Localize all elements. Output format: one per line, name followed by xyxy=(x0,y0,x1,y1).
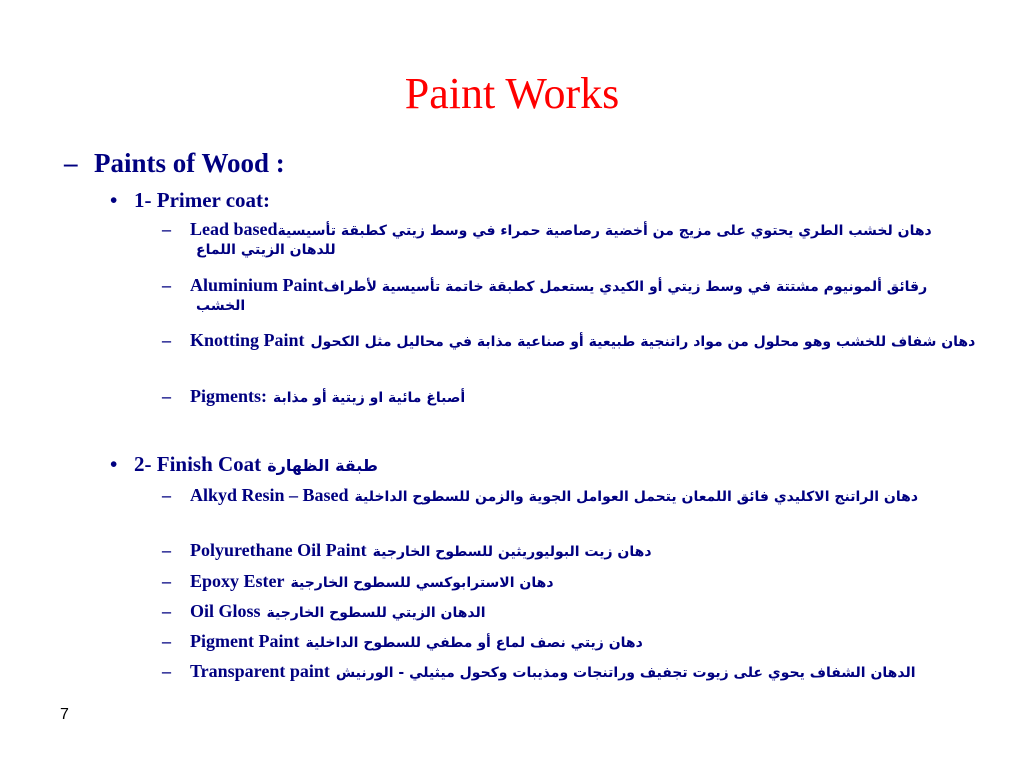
item-label: Epoxy Ester xyxy=(190,571,285,591)
bullet-marker: • xyxy=(110,452,118,476)
list-item-polyurethane-oil-paint xyxy=(162,541,982,560)
bullet-marker: • xyxy=(110,188,118,212)
section-title-arabic: طبقة الظهارة xyxy=(267,456,378,475)
item-label: Pigment Paint xyxy=(190,631,300,651)
section-title: 1- Primer coat: xyxy=(134,188,271,212)
item-label: Knotting Paint xyxy=(190,330,305,350)
item-marker: – xyxy=(162,330,171,350)
item-marker: – xyxy=(162,275,171,295)
item-description: دهان لخشب الطري يحتوي على مزيج من أخضية رصاصية حمراء في وسط زيتي كطبقة تأسيسية للدهان الزيتي اللماع xyxy=(196,223,932,258)
item-description: دهان زيت البوليوريثين للسطوح الخارجية xyxy=(372,544,652,560)
list-item-alkyd-resin xyxy=(162,486,982,505)
item-label: Polyurethane Oil Paint xyxy=(190,540,367,560)
list-item-pigment-paint xyxy=(162,632,982,651)
item-label: Transparent paint xyxy=(190,661,330,681)
item-marker: – xyxy=(162,601,171,621)
item-description: دهان الاسترابوكسي للسطوح الخارجية xyxy=(290,575,554,591)
item-description: دهان الراتنج الاكليدي فائق اللمعان يتحمل العوامل الجوية والزمن للسطوح الداخلية xyxy=(354,489,919,505)
heading-text: Paints of Wood : xyxy=(94,148,285,178)
item-description: رقائق ألمونيوم مشتتة في وسط زيتي أو الكيدي يستعمل كطبقة خاتمة تأسيسية لأطراف الخشب xyxy=(196,279,928,314)
list-item-pigments xyxy=(162,387,982,406)
list-item-transparent-paint xyxy=(162,662,982,681)
section-finish-coat xyxy=(110,452,378,477)
item-marker: – xyxy=(162,631,171,651)
slide-title: Paint Works xyxy=(404,69,620,118)
heading-marker: – xyxy=(64,148,78,178)
item-label: Alkyd Resin – Based xyxy=(190,485,349,505)
item-marker: – xyxy=(162,485,171,505)
item-marker: – xyxy=(162,571,171,591)
item-marker: – xyxy=(162,219,171,239)
list-item-epoxy-ester xyxy=(162,572,982,591)
item-marker: – xyxy=(162,540,171,560)
list-item-aluminium-paint xyxy=(162,276,982,314)
item-description: الدهان الزيتي للسطوح الخارجية xyxy=(266,605,486,621)
item-label: Pigments: xyxy=(190,386,267,406)
section-title: 2- Finish Coat xyxy=(134,452,262,476)
list-item-oil-gloss xyxy=(162,602,982,621)
item-marker: – xyxy=(162,386,171,406)
heading xyxy=(64,148,285,179)
item-description: دهان شفاف للخشب وهو محلول من مواد راتنجية طبيعية أو صناعية مذابة في محاليل مثل الكحول xyxy=(310,334,976,350)
item-label: Aluminium Paint xyxy=(190,275,324,295)
section-primer-coat xyxy=(110,188,270,213)
item-description: أصباغ مائية او زيتية أو مذابة xyxy=(272,390,466,406)
list-item-knotting-paint xyxy=(162,331,982,350)
item-description: دهان زيتي نصف لماع أو مطفي للسطوح الداخلية xyxy=(305,635,643,651)
page-number: 7 xyxy=(60,706,69,723)
item-label: Oil Gloss xyxy=(190,601,261,621)
item-description: الدهان الشفاف يحوي على زيوت تجفيف وراتنجات ومذيبات وكحول ميثيلي - الورنيش xyxy=(335,665,916,681)
item-marker: – xyxy=(162,661,171,681)
list-item-lead-based xyxy=(162,220,982,258)
item-label: Lead based xyxy=(190,219,278,239)
